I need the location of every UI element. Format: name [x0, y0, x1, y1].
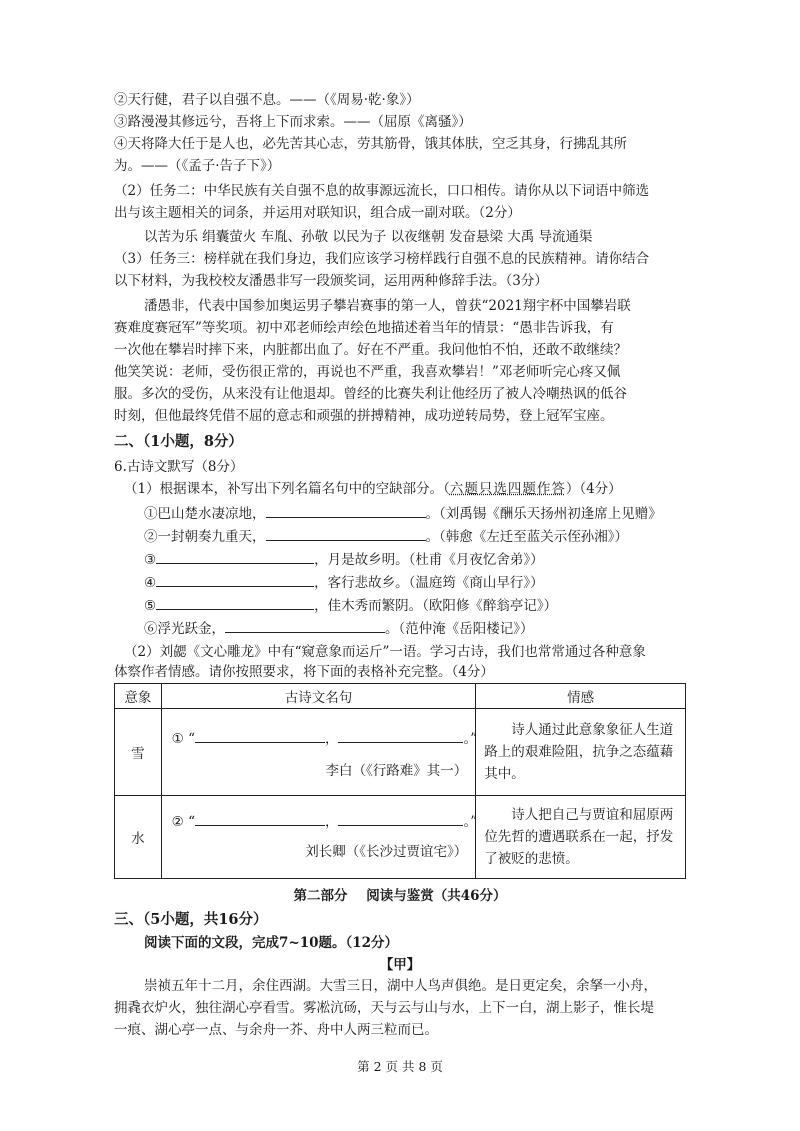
quote-4-line2: 为。——（《孟子·告子下》） [114, 158, 281, 174]
answer-blank[interactable] [156, 549, 314, 564]
header-verse: 古诗文名句 [161, 684, 476, 709]
task2-line2: 出与该主题相关的词条，并运用对联知识，组合成一副对联。（2分） [114, 205, 521, 221]
task3-line2: 以下材料，为我校校友潘愚非写一段颁奖词，运用两种修辞手法。（3分） [114, 273, 548, 289]
sub1-text-a: （1）根据课本，补写出下列名篇名句中的空缺部分。（ [124, 481, 450, 497]
answer-blank[interactable] [338, 811, 463, 826]
header-image: 意象 [115, 684, 162, 709]
material-line3: 一次他在攀岩时摔下来，内脏都出血了。好在不严重。我问他怕不怕，还敢不敢继续？ [114, 342, 627, 358]
material-line1: 潘愚非，代表中国参加奥运男子攀岩赛事的第一人，曾获“2021翔宇杯中国攀岩联 [144, 298, 631, 314]
answer-blank[interactable] [156, 595, 314, 610]
reading-instruction: 阅读下面的文段，完成7~10题。（12分） [144, 935, 399, 951]
cell-verse [161, 796, 476, 879]
fill-item-5 [144, 595, 557, 616]
fill-item-1 [144, 503, 662, 524]
quote-3: ③路漫漫其修远兮，吾将上下而求索。——（屈原《离骚》） [114, 114, 472, 130]
open-quote: “ [188, 814, 195, 830]
item-pre: ⑤ [144, 598, 157, 614]
passage-line2: 拥毳衣炉火，独往湖心亭看雪。雾凇沆砀，天与云与山与水，上下一白，湖上影子，惟长堤 [114, 1000, 654, 1016]
sub2-line2: 体察作者情感。请你按照要求，将下面的表格补充完整。（4分） [114, 664, 494, 680]
cell-image: 雪 [115, 709, 162, 796]
verse-source: 刘长卿（《长沙过贾谊宅》） [305, 844, 468, 860]
item-pre: ⑥浮光跃金， [144, 621, 225, 637]
item-post: ，佳木秀而繁阴。（欧阳修《醉翁亭记》） [314, 598, 558, 614]
verse-num: ② [171, 814, 184, 830]
table-row [115, 709, 686, 796]
sub1-instruction [124, 479, 622, 499]
task3-line1: （3）任务三：榜样就在我们身边，我们应该学习榜样践行自强不息的民族精神。请你结合 [114, 251, 650, 267]
passage-label: 【甲】 [379, 957, 421, 973]
item-post: 。（刘禹锡《酬乐天扬州初逢席上见赠》 [425, 506, 662, 522]
item-post: ，月是故乡明。（杜甫《月夜忆舍弟》） [314, 552, 544, 568]
material-line4: 他笑笑说：老师，受伤很正常的，再说也不严重，我喜欢攀岩！”邓老师听完心疼又佩 [114, 364, 621, 380]
verse-comma: ， [324, 814, 339, 830]
section3-heading: 三、（5小题，共16分） [114, 911, 268, 928]
table-row [115, 796, 686, 879]
fill-item-6 [144, 618, 534, 639]
page-footer: 第 2 页 共 8 页 [357, 1059, 443, 1074]
task2-words: 以苦为乐 绢囊萤火 车胤、孙敬 以民为子 以夜继朝 发奋悬梁 大禹 导流通渠 [144, 229, 593, 245]
material-line6: 时刻，但他最终凭借不屈的意志和顽强的拼搏精神，成功逆转局势，登上冠军宝座。 [114, 408, 614, 424]
sub2-line1: （2）刘勰《文心雕龙》中有“窥意象而运斤”一语。学习古诗，我们也常常通过各种意象 [124, 644, 646, 660]
task2-line1: （2）任务二：中华民族有关自强不息的故事源远流长，口口相传。请你从以下词语中筛选 [114, 183, 650, 199]
fill-item-3 [144, 549, 544, 570]
material-line2: 赛难度赛冠军”等奖项。初中邓老师绘声绘色地描述着当年的情景：“愚非告诉我，有 [114, 320, 614, 336]
verse-box [162, 798, 476, 876]
fill-item-2 [144, 526, 628, 547]
item-post: 。（韩愈《左迁至蓝关示侄孙湘》） [425, 529, 628, 545]
material-line5: 服。多次的受伤，从来没有让他退却。曾经的比赛失利让他经历了被人冷嘲热讽的低谷 [114, 386, 627, 402]
item-pre: ③ [144, 552, 157, 568]
verse-comma: ， [324, 731, 339, 747]
verse-source: 李白（《行路难》其一） [325, 763, 468, 779]
item-post: 。（范仲淹《岳阳楼记》） [385, 621, 534, 637]
close-quote: 。” [463, 814, 478, 830]
cell-image: 水 [115, 796, 162, 879]
answer-blank[interactable] [156, 572, 314, 587]
verse-num: ① [171, 731, 184, 747]
quote-4-line1: ④天将降大任于是人也，必先苦其心志，劳其筋骨，饿其体肤，空乏其身，行拂乱其所 [114, 136, 627, 152]
quote-2: ②天行健，君子以自强不息。——（《周易·乾·象》） [114, 92, 420, 108]
answer-blank[interactable] [195, 811, 325, 826]
cell-verse [161, 709, 476, 796]
close-quote: 。” [463, 731, 478, 747]
verse-blanks [172, 810, 477, 830]
open-quote: “ [188, 731, 195, 747]
cell-feeling: 诗人通过此意象象征人生道路上的艰难险阻，抗争之态蕴藉其中。 [476, 709, 686, 796]
passage-line1: 崇祯五年十二月，余住西湖。大雪三日，湖中人鸟声俱绝。是日更定矣，余拏一小舟， [144, 978, 657, 994]
answer-blank[interactable] [266, 503, 426, 518]
item-pre: ④ [144, 575, 157, 591]
question6-title: 6.古诗文默写（8分） [114, 459, 244, 475]
part2-title: 第二部分 阅读与鉴赏（共46分） [293, 888, 507, 904]
item-pre: ②一封朝奏九重天， [144, 529, 266, 545]
answer-blank[interactable] [266, 526, 426, 541]
verse-blanks [172, 727, 477, 747]
imagery-table [114, 683, 686, 879]
section2-heading: 二、（1小题，8分） [114, 433, 243, 450]
cell-feeling: 诗人把自己与贾谊和屈原两位先哲的遭遇联系在一起，抒发了被贬的悲愤。 [476, 796, 686, 879]
answer-blank[interactable] [338, 728, 463, 743]
sub1-text-b: ）（4分） [565, 481, 622, 497]
header-feeling: 情感 [476, 684, 686, 709]
verse-box [162, 713, 476, 791]
item-pre: ①巴山楚水凄凉地， [144, 506, 266, 522]
answer-blank[interactable] [225, 618, 385, 633]
answer-blank[interactable] [195, 728, 325, 743]
table-header-row [115, 684, 686, 709]
fill-item-4 [144, 572, 544, 593]
sub1-emphasis: 六题只选四题作答 [449, 481, 566, 497]
item-post: ，客行悲故乡。（温庭筠《商山早行》） [314, 575, 544, 591]
passage-line3: 一痕、湖心亭一点、与余舟一芥、舟中人两三粒而已。 [114, 1022, 438, 1038]
